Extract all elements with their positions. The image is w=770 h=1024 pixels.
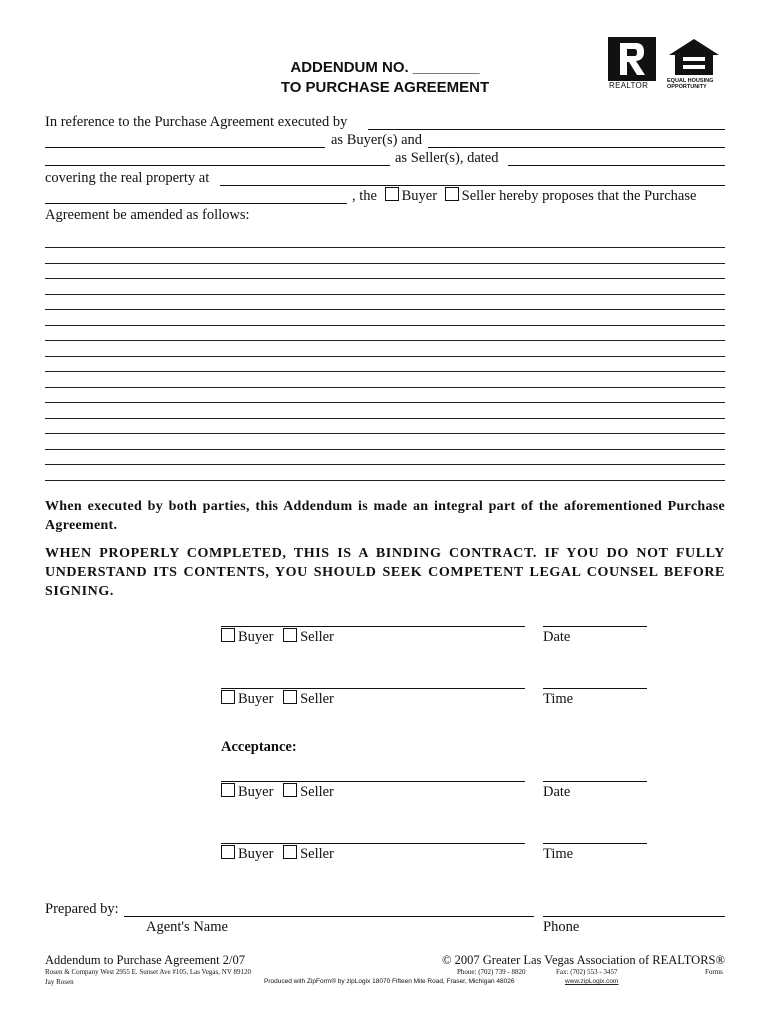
amendment-line[interactable] <box>45 402 725 403</box>
proposer-seller-label: Seller hereby proposes that the Purchase <box>461 188 697 204</box>
amendment-line[interactable] <box>45 356 725 357</box>
covering-label: covering the real property at <box>45 170 210 186</box>
amendment-line[interactable] <box>45 418 725 419</box>
proposer-buyer-label: Buyer <box>401 188 438 204</box>
signer-role-row <box>221 783 334 801</box>
date-label: Date <box>543 629 571 645</box>
seller-label: Seller <box>300 784 334 800</box>
signer-role-row <box>221 690 334 708</box>
amendment-line[interactable] <box>45 294 725 295</box>
property-address-field[interactable] <box>220 185 725 186</box>
form-name: Addendum to Purchase Agreement 2/07 <box>45 953 245 967</box>
phone-field[interactable] <box>543 916 725 917</box>
property-address-field-2[interactable] <box>45 203 347 204</box>
buyer-label: Buyer <box>238 629 274 645</box>
amendment-line[interactable] <box>45 309 725 310</box>
proposer-seller-checkbox[interactable] <box>445 187 459 201</box>
signer-role-row <box>221 628 334 646</box>
equal-housing-text: EQUAL HOUSING OPPORTUNITY <box>667 78 714 90</box>
forms-label: Forms <box>705 968 723 976</box>
amended-label: Agreement be amended as follows: <box>45 207 250 223</box>
seller-label: Seller <box>300 846 334 862</box>
amendment-line[interactable] <box>45 371 725 372</box>
amendment-line[interactable] <box>45 480 725 481</box>
buyer-checkbox[interactable] <box>221 845 235 859</box>
company-phone: Phone: (702) 739 - 8820 <box>457 968 526 976</box>
proposer-row <box>352 187 696 205</box>
amendment-line[interactable] <box>45 449 725 450</box>
buyer-checkbox[interactable] <box>221 783 235 797</box>
date-line[interactable] <box>543 781 647 782</box>
amendment-line[interactable] <box>45 387 725 388</box>
company-fax: Fax: (702) 553 - 3457 <box>556 968 618 976</box>
agent-name-field[interactable] <box>124 916 534 917</box>
date-line[interactable] <box>543 626 647 627</box>
seller-label: Seller <box>300 629 334 645</box>
signature-line[interactable] <box>221 843 525 844</box>
realtor-logo <box>608 37 656 81</box>
agent-footer-name: Jay Rosen <box>45 978 74 986</box>
proposer-buyer-checkbox[interactable] <box>385 187 399 201</box>
buyer-label: Buyer <box>238 784 274 800</box>
seller-checkbox[interactable] <box>283 628 297 642</box>
time-label: Time <box>543 846 574 862</box>
buyer-checkbox[interactable] <box>221 628 235 642</box>
title-addendum-number: ADDENDUM NO. ________ <box>290 59 480 76</box>
amendment-line[interactable] <box>45 325 725 326</box>
buyer-checkbox[interactable] <box>221 690 235 704</box>
amendment-line[interactable] <box>45 464 725 465</box>
signature-line[interactable] <box>221 626 525 627</box>
seller-name-field[interactable] <box>428 147 725 148</box>
binding-contract-notice: WHEN PROPERLY COMPLETED, THIS IS A BINDING CONTRACT. IF YOU DO NOT FULLY UNDERSTAND ITS CONTENTS, YOU SHOULD SEEK COMPETENT LEGAL COUNSEL BEFORE SIGNING. <box>45 546 725 599</box>
time-label: Time <box>543 691 574 707</box>
prepared-by-label: Prepared by: <box>45 901 119 917</box>
amendment-line[interactable] <box>45 340 725 341</box>
integral-notice: When executed by both parties, this Addendum is made an integral part of the aforementioned Purchase Agreement. <box>45 499 725 533</box>
ziplogix-link[interactable]: www.zipLogix.com <box>565 978 619 985</box>
acceptance-heading: Acceptance: <box>221 739 297 755</box>
buyer-label: Buyer <box>238 846 274 862</box>
phone-label: Phone <box>543 919 580 935</box>
reference-label: In reference to the Purchase Agreement executed by <box>45 114 348 130</box>
amendment-line[interactable] <box>45 433 725 434</box>
seller-checkbox[interactable] <box>283 845 297 859</box>
signature-line[interactable] <box>221 688 525 689</box>
agent-name-label: Agent's Name <box>146 919 228 935</box>
date-label: Date <box>543 784 571 800</box>
seller-checkbox[interactable] <box>283 690 297 704</box>
produced-by: Produced with ZipForm® by zipLogix 18070 Fifteen Mile Road, Fraser, Michigan 48026 <box>264 978 515 985</box>
buyer-label: Buyer <box>238 691 274 707</box>
buyer-name-field[interactable] <box>45 147 325 148</box>
executed-by-field[interactable] <box>368 129 725 130</box>
amendment-line[interactable] <box>45 278 725 279</box>
seller-checkbox[interactable] <box>283 783 297 797</box>
seller-name-field-2[interactable] <box>45 165 390 166</box>
time-line[interactable] <box>543 688 647 689</box>
realtor-logo-text: REALTOR <box>609 81 649 90</box>
signer-role-row <box>221 845 334 863</box>
sellers-dated-label: as Seller(s), dated <box>395 150 499 166</box>
title-purchase-agreement: TO PURCHASE AGREEMENT <box>280 79 490 96</box>
buyers-and-label: as Buyer(s) and <box>331 132 423 148</box>
company-address: Rosen & Company West 2955 E. Sunset Ave #105, Las Vegas, NV 89120 <box>45 968 251 976</box>
copyright: © 2007 Greater Las Vegas Association of REALTORS® <box>442 953 725 967</box>
amendment-line[interactable] <box>45 263 725 264</box>
the-label: , the <box>352 188 377 204</box>
date-field[interactable] <box>508 165 725 166</box>
amendment-line[interactable] <box>45 247 725 248</box>
time-line[interactable] <box>543 843 647 844</box>
signature-line[interactable] <box>221 781 525 782</box>
seller-label: Seller <box>300 691 334 707</box>
